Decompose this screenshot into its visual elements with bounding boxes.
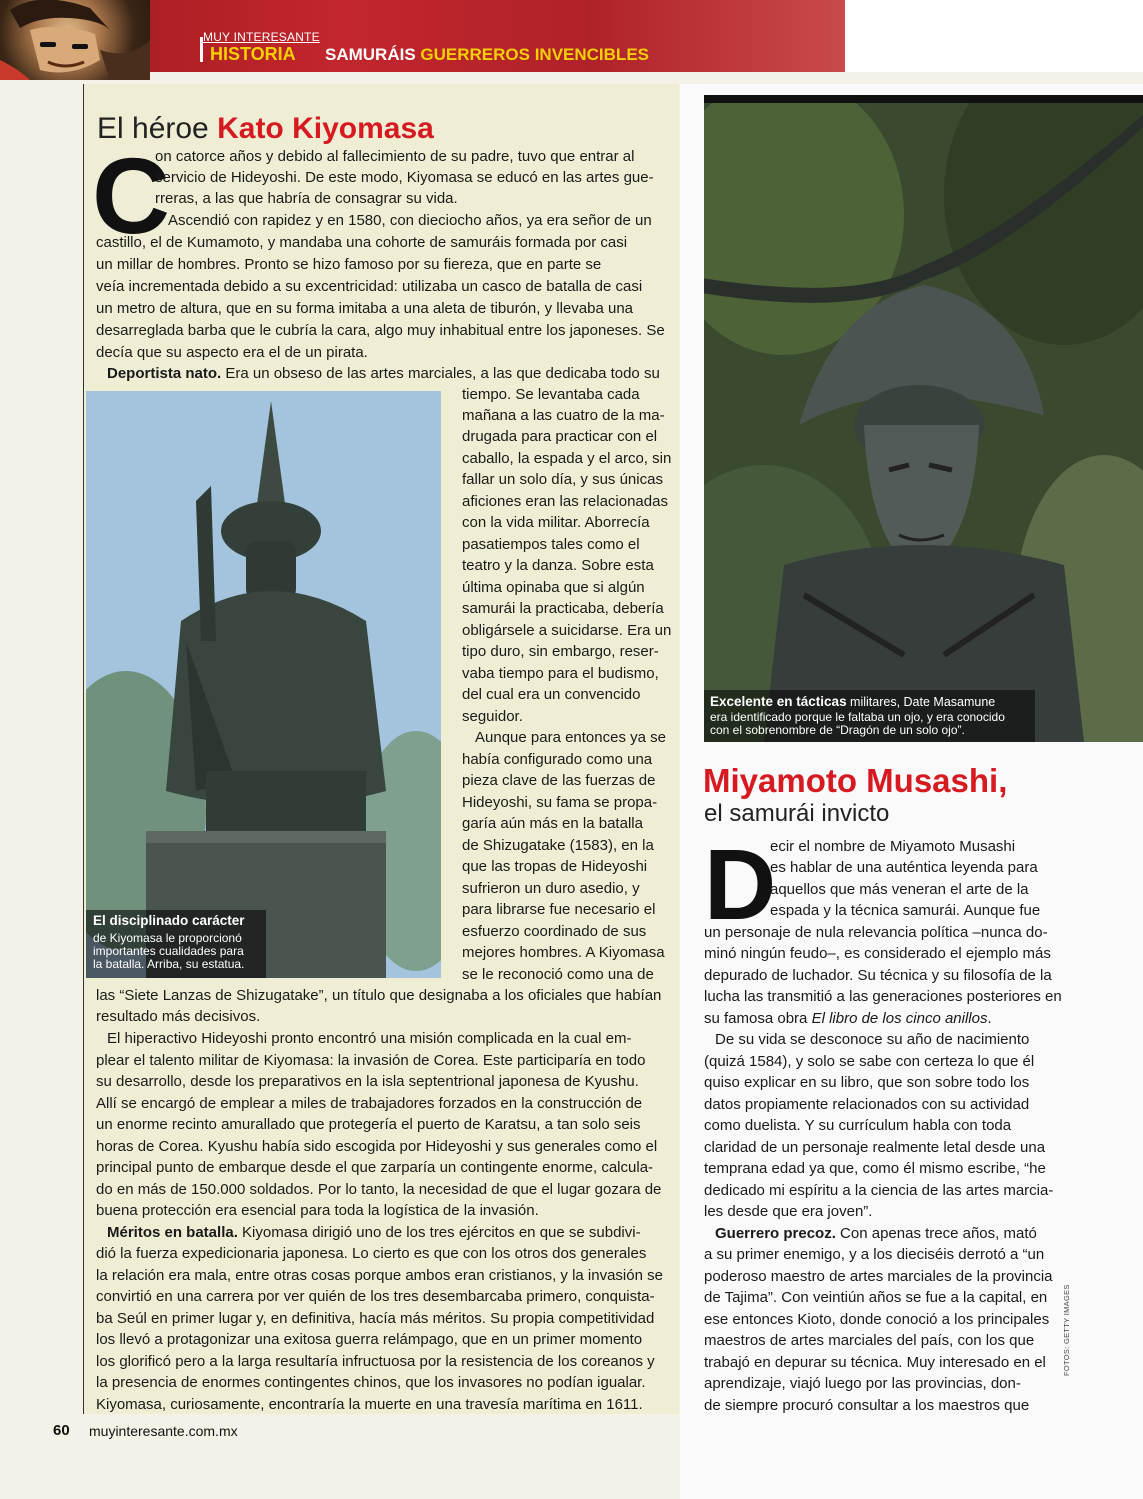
text-line: es hablar de una auténtica leyenda para [770,859,1038,876]
text-line: las “Siete Lanzas de Shizugatake”, un título que designaba a los oficiales que habían [96,987,662,1004]
caption-rest: militares, Date Masamune [846,695,996,709]
text-line: aficiones eran las relacionadas [462,493,668,510]
drop-cap: D [704,829,777,941]
statue-image [86,391,441,978]
text-line: horas de Corea. Kyushu había sido escogida por Hideyoshi y sus generales como el [96,1138,658,1155]
text-line: tiempo. Se levantaba cada [462,386,640,403]
text-line: decía que su aspecto era el de un pirata. [96,344,368,361]
text-line: su desarrollo, desde los preparativos en la isla septentrional japonesa de Kyushu. [96,1073,639,1090]
caption-line: con el sobrenombre de “Dragón de un solo ojo”. [710,723,965,737]
book-suffix: . [987,1010,992,1027]
article2-subtitle: el samurái invicto [704,800,890,827]
text-line: esfuerzo coordinado de sus [462,923,647,940]
subhead-line [107,1222,641,1243]
brand-magazine: MUY INTERESANTE [203,30,320,44]
text-line: depurado de luchador. Su técnica y su filosofía de la [704,967,1052,984]
text-line: Aunque para entonces ya se [475,729,666,746]
header-right-blank [845,0,1143,72]
text-line: como duelista. Y su currículum habla con toda [704,1117,1012,1134]
text-line: De su vida se desconoce su año de nacimiento [715,1031,1030,1048]
photo-credit: FOTOS: GETTY IMAGES [1062,1284,1071,1376]
page-number: 60 [53,1422,70,1439]
text-line: (quizá 1584), y solo se sabe con certeza lo que él [704,1053,1035,1070]
text-line: de Shizugatake (1583), en la [462,837,654,854]
text-line: ba Seúl en primer lugar y, en definitiva, hacía más méritos. Su propia competitividad [96,1310,655,1327]
text-line: del cual era un convencido [462,686,641,703]
subhead-line [715,1223,1037,1244]
text-line: obligársele a suicidarse. Era un [462,622,672,639]
samurai-face-icon [0,0,150,80]
text-line: ecir el nombre de Miyamoto Musashi [770,838,1016,855]
text-line: pieza clave de las fuerzas de [462,772,656,789]
samurai-illustration [0,0,150,80]
text-line: samurái la practicaba, debería [462,600,664,617]
text-line: castillo, el de Kumamoto, y mandaba una cohorte de samuráis formada por casi [96,234,628,251]
text-line: seguidor. [462,708,523,725]
text-line: plear el talento militar de Kiyomasa: la invasión de Corea. Este participaría en todo [96,1052,646,1069]
text-line: aprendizaje, viajó luego por las provincias, don- [704,1375,1021,1392]
text-line: los llevó a protagonizar una exitosa guerra relámpago, que en un primer momento [96,1331,643,1348]
text-line: veía incrementada debido a su excentricidad: utilizaba un casco de batalla de casi [96,278,643,295]
kato-kiyomasa-statue-photo [86,391,441,978]
section-title-white: SAMURÁIS [325,45,416,64]
text-line: rreras, a las que habría de consagrar su vida. [155,190,458,207]
subhead-rest: Kiyomasa dirigió uno de los tres ejércitos en que se subdivi- [237,1224,641,1241]
text-line: para librarse fue necesario el [462,901,656,918]
text-line: ese entonces Kioto, donde conoció a los principales [704,1311,1050,1328]
text-line: maestros de artes marciales del país, con los que [704,1332,1035,1349]
subhead-rest: Con apenas trece años, mató [835,1225,1037,1242]
text-line: los glorificó pero a la larga resultaría infructuosa por la resistencia de los coreanos y [96,1353,655,1370]
brand-section: HISTORIA [210,44,296,64]
text-line: sufrieron un duro asedio, y [462,880,640,897]
text-line: servicio de Hideyoshi. De este modo, Kiyomasa se educó en las artes gue- [155,169,654,186]
subhead-rest: Era un obseso de las artes marciales, a las que dedicaba todo su [221,365,660,382]
text-line: resultado más decisivos. [96,1008,261,1025]
text-line: aquellos que más veneran el arte de la [770,881,1029,898]
text-line: desarreglada barba que le cubría la cara, algo muy inhabitual entre los japoneses. Se [96,322,665,339]
subhead-guerrero: Guerrero precoz. [715,1225,836,1242]
text-line: Hideyoshi, su fama se propa- [462,794,658,811]
text-line: de Tajima”. Con veintiún años se fue a la capital, en [704,1289,1048,1306]
book-title: El libro de los cinco anillos [811,1010,988,1027]
text-line: quiso explicar en su libro, que son sobre todo los [704,1074,1030,1091]
text-line: pasatiempos tales como el [462,536,640,553]
text-line: última opinaba que si algún [462,579,645,596]
page-url[interactable]: muyinteresante.com.mx [89,1423,238,1439]
text-line: datos propiamente relacionados con su actividad [704,1096,1030,1113]
text-line: se le reconoció como una de [462,966,654,983]
text-line: poderoso maestro de artes marciales de la provincia [704,1268,1053,1285]
text-line: que las tropas de Hideyoshi [462,858,648,875]
text-line-book [704,1008,992,1029]
text-line: un personaje de nula relevancia política –nunca do- [704,924,1048,941]
caption-title: El disciplinado carácter [93,913,245,928]
text-line: Kiyomasa, curiosamente, encontraría la muerte en una travesía marítima en 1611. [96,1396,643,1413]
text-line: minó ningún feudo–, es considerado el ejemplo más [704,945,1051,962]
text-line: principal punto de embarque desde el que zarparía un contingente enorme, calcula- [96,1159,654,1176]
text-line: la relación era mala, entre otras cosas porque ambos eran cristianos, y la invasión se [96,1267,663,1284]
text-line: buena protección era esencial para toda la logística de la invasión. [96,1202,539,1219]
text-line: fallar un solo día, y sus únicas [462,471,663,488]
subhead-meritos: Méritos en batalla. [107,1224,238,1241]
caption-line: era identificado porque le faltaba un ojo, y era conocido [710,710,1005,724]
book-prefix: su famosa obra [704,1010,812,1027]
text-line: un metro de altura, que en su forma imitaba a una aleta de tiburón, y llevaba una [96,300,634,317]
caption-title: Excelente en tácticas [710,694,847,709]
text-line: caballo, la espada y el arco, sin [462,450,672,467]
text-line: les desde que era joven”. [704,1203,873,1220]
text-line: claridad de un personaje realmente letal desde una [704,1139,1046,1156]
text-line: espada y la técnica samurái. Aunque fue [770,902,1041,919]
text-line: teatro y la danza. Sobre esta [462,557,654,574]
text-line: Ascendió con rapidez y en 1580, con dieciocho años, ya era señor de un [168,212,652,229]
caption-line: importantes cualidades para [93,944,244,958]
article2-title: Miyamoto Musashi, [703,762,1008,799]
text-line: convirtió en una carrera por ver quién de los tres desembarcaba primero, conquista- [96,1288,655,1305]
text-line: dedicado mi espíritu a la ciencia de las artes marcia- [704,1182,1054,1199]
text-line: vaba tiempo para el budismo, [462,665,659,682]
column-rule [83,84,84,1414]
text-line: lucha las transmitió a las generaciones posteriores en [704,988,1062,1005]
text-line: a su primer enemigo, y a los dieciséis derrotó a “un [704,1246,1045,1263]
drop-cap: C [92,135,170,256]
caption-line: la batalla. Arriba, su estatua. [93,957,245,971]
text-line: trabajó en depurar su técnica. Muy interesado en el [704,1354,1046,1371]
text-line: on catorce años y debido al fallecimiento de su padre, tuvo que entrar al [155,148,635,165]
subhead-deportista: Deportista nato. [107,365,222,382]
text-line: El hiperactivo Hideyoshi pronto encontró una misión complicada en la cual em- [107,1030,632,1047]
article-title-plain: El héroe [97,112,209,145]
text-line: un millar de hombres. Pronto se hizo famoso por su fiereza, que en parte se [96,256,602,273]
statue-image [704,95,1143,742]
text-line: con la vida militar. Aborrecía [462,514,650,531]
text-line: mañana a las cuatro de la ma- [462,407,665,424]
text-line: de siempre procuró consultar a los maestros que [704,1397,1030,1414]
text-line: garía aún más en la batalla [462,815,643,832]
caption-first-line [710,695,995,709]
text-line: tipo duro, sin embargo, reser- [462,643,659,660]
subhead-line [107,363,660,384]
text-line: había configurado como una [462,751,653,768]
text-line: Allí se encargó de emplear a miles de trabajadores forzados en la construcción de [96,1095,643,1112]
article-title-red: Kato Kiyomasa [217,112,434,145]
text-line: drugada para practicar con el [462,428,658,445]
text-line: temprana edad ya que, como él mismo escribe, “he [704,1160,1046,1177]
text-line: la presencia de enormes contingentes chinos, que los invasores no podían igualar. [96,1374,646,1391]
text-line: un enorme recinto amurallado que protegería el puerto de Karatsu, a tan solo seis [96,1116,641,1133]
caption-line: de Kiyomasa le proporcionó [93,931,242,945]
text-line: dió la fuerza expedicionaria japonesa. Lo cierto es que con los otros dos generales [96,1245,647,1262]
text-line: mejores hombres. A Kiyomasa [462,944,665,961]
section-title [325,45,649,65]
date-masamune-statue-photo [704,95,1143,742]
text-line: do en más de 150.000 soldados. Por lo tanto, la necesidad de que el lugar gozara de [96,1181,662,1198]
section-title-yellow: GUERREROS INVENCIBLES [420,45,649,64]
